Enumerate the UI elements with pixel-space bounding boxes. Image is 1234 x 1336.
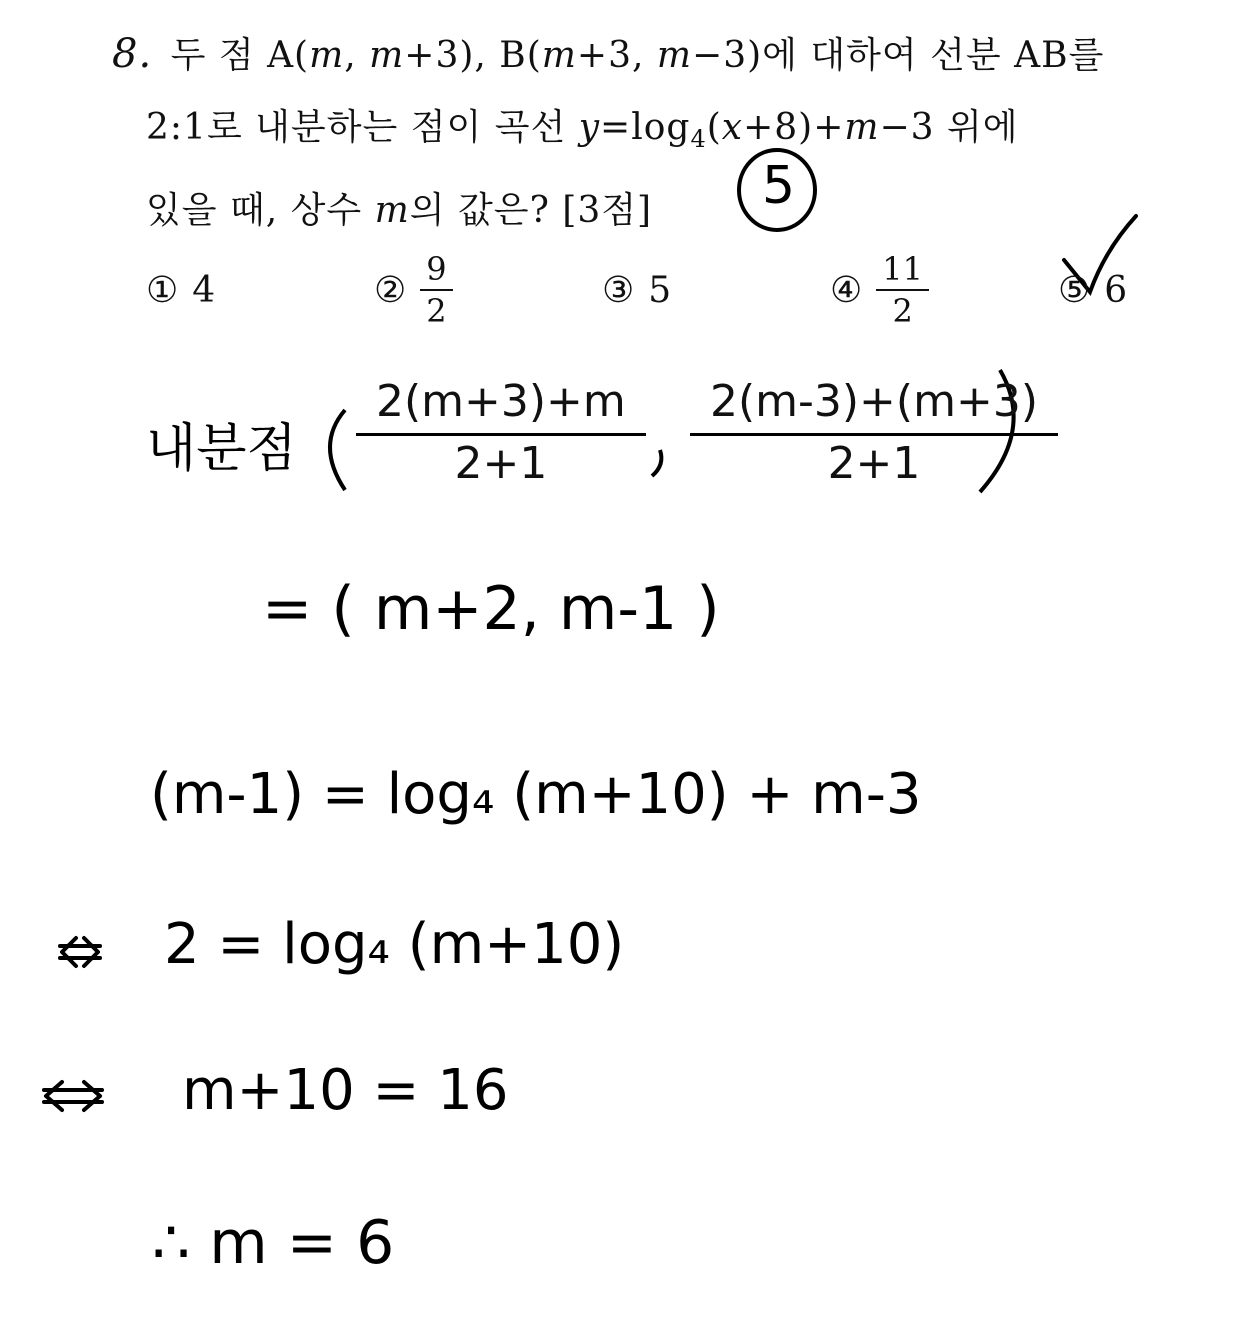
choice-4[interactable]: ④ $\frac{11}{2}$ [830,240,929,340]
step5: m+10 = 16 [182,1058,509,1123]
choice-5[interactable]: ⑤ 6 [1058,269,1128,311]
step4: 2 = log₄ (m+10) [164,912,625,977]
choice-3[interactable]: ③ 5 [602,269,672,311]
step2: = ( m+2, m-1 ) [262,574,720,644]
choice-1[interactable]: ① 4 [146,269,216,311]
step1-comma [652,450,661,476]
fraction: $\frac{9}{2}$ [420,251,452,329]
step1-left-paren [330,410,345,490]
equiv-arrow-2 [44,1082,102,1110]
answer-choices [146,240,1146,340]
step1-label: 내분점 [146,419,297,479]
problem-line-1: 8. 두 점 A(m, m+3), B(m+3, m−3)에 대하여 선분 AB를 [112,31,1105,77]
step6-conclusion: ∴ m = 6 [152,1208,395,1278]
fraction: $\frac{11}{2}$ [876,251,929,329]
circled-answer: 5 [762,156,796,216]
step1-x-fraction: $\frac{2(m+3)+m}{2+1}$ [356,376,646,489]
equiv-arrow-1 [60,938,100,966]
problem-number: 8. [112,31,153,77]
step1-y-fraction: $\frac{2(m-3)+(m+3)}{2+1}$ [690,376,1058,489]
problem-line-2: 2:1로 내분하는 점이 곡선 $y=\log_4(x+8)+m-3$ 위에 [146,107,1019,154]
problem-line-3: 있을 때, 상수 m의 값은? [3점] [146,190,653,232]
choice-2[interactable]: ② $\frac{9}{2}$ [374,240,453,340]
step3: (m-1) = log₄ (m+10) + m-3 [150,762,922,827]
